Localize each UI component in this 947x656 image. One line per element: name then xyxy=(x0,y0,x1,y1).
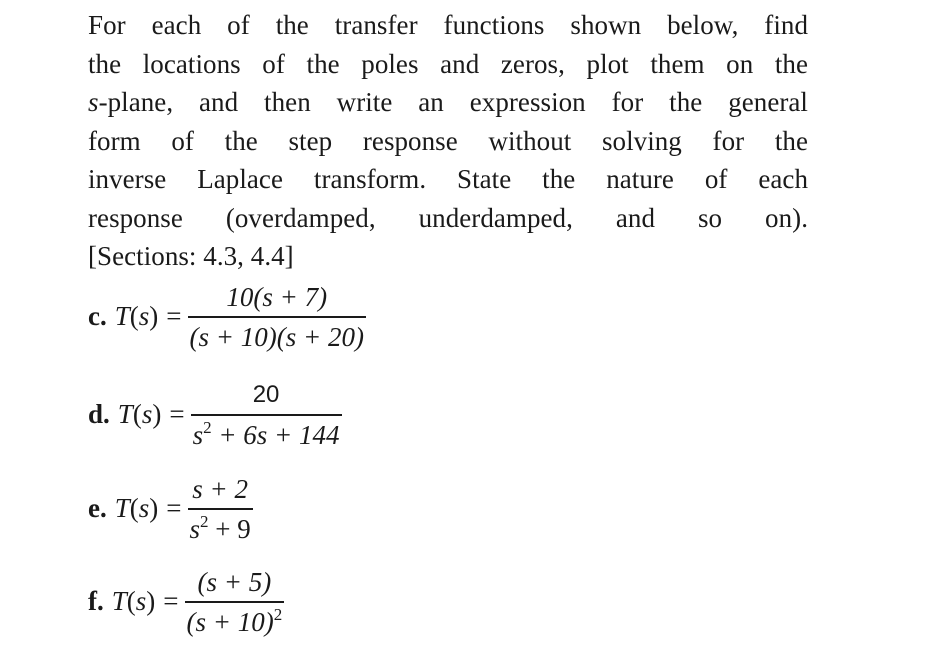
problem-line-5: inverse Laplace transform. State the nature of each xyxy=(88,164,808,194)
equation-lhs: T(s) xyxy=(114,493,159,524)
numerator: 10(s + 7) xyxy=(226,282,328,312)
problem-line-3 xyxy=(88,83,808,122)
lhs-variable: s xyxy=(138,301,150,332)
fraction xyxy=(191,380,342,450)
lhs-function: T xyxy=(114,301,130,332)
problem-line-4: form of the step response without solving for the xyxy=(88,125,808,156)
denominator-base: s xyxy=(189,513,201,544)
lhs-variable: s xyxy=(138,493,150,524)
equals-sign: = xyxy=(169,399,185,430)
denominator-rest: + 9 xyxy=(208,513,251,544)
equation-c xyxy=(88,282,366,352)
denominator-exponent: 2 xyxy=(273,604,283,624)
numerator: (s + 5) xyxy=(197,567,272,597)
problem-line-2: the locations of the poles and zeros, plot them on the xyxy=(88,48,808,79)
fraction-bar xyxy=(188,316,366,318)
denominator-exponent: 2 xyxy=(200,511,209,531)
numerator: s + 2 xyxy=(192,474,248,504)
numerator: 20 xyxy=(252,381,280,408)
fraction xyxy=(188,474,253,544)
denominator-exponent: 2 xyxy=(203,417,212,437)
denominator-rest: + 6s + 144 xyxy=(211,419,340,450)
equals-sign: = xyxy=(166,493,182,524)
equation-lhs: T(s) xyxy=(114,301,159,332)
splane-variable: s xyxy=(88,87,99,117)
equation-d xyxy=(88,380,342,450)
equation-lhs: T(s) xyxy=(117,399,162,430)
lhs-function: T xyxy=(117,399,133,430)
denominator-base: s xyxy=(192,419,204,450)
denominator xyxy=(188,511,253,544)
lhs-function: T xyxy=(114,493,130,524)
problem-line-1: For each of the transfer functions shown below, find xyxy=(88,10,808,40)
problem-line-7: [Sections: 4.3, 4.4] xyxy=(88,241,294,271)
problem-line-6: response (overdamped, underdamped, and so on). xyxy=(88,202,808,233)
denominator xyxy=(185,604,285,637)
equation-label: e. xyxy=(88,493,107,524)
problem-statement xyxy=(88,6,808,276)
fraction-bar xyxy=(188,508,253,510)
denominator: (s + 10)(s + 20) xyxy=(189,321,364,352)
lhs-variable: s xyxy=(141,399,153,430)
equation-f xyxy=(88,567,284,637)
lhs-variable: s xyxy=(135,586,147,617)
equals-sign: = xyxy=(166,301,182,332)
denominator-base: (s + 10) xyxy=(186,606,274,637)
denominator xyxy=(191,417,342,450)
equals-sign: = xyxy=(163,586,179,617)
equation-e xyxy=(88,474,253,544)
equation-label: f. xyxy=(88,586,104,617)
lhs-function: T xyxy=(111,586,127,617)
equation-label: d. xyxy=(88,399,110,430)
equation-label: c. xyxy=(88,301,107,332)
fraction xyxy=(185,567,285,637)
fraction-bar xyxy=(191,414,342,416)
equation-lhs: T(s) xyxy=(111,586,156,617)
fraction xyxy=(188,282,366,352)
problem-line-3-text: -plane, and then write an expression for the general xyxy=(98,87,808,117)
fraction-bar xyxy=(185,601,285,603)
